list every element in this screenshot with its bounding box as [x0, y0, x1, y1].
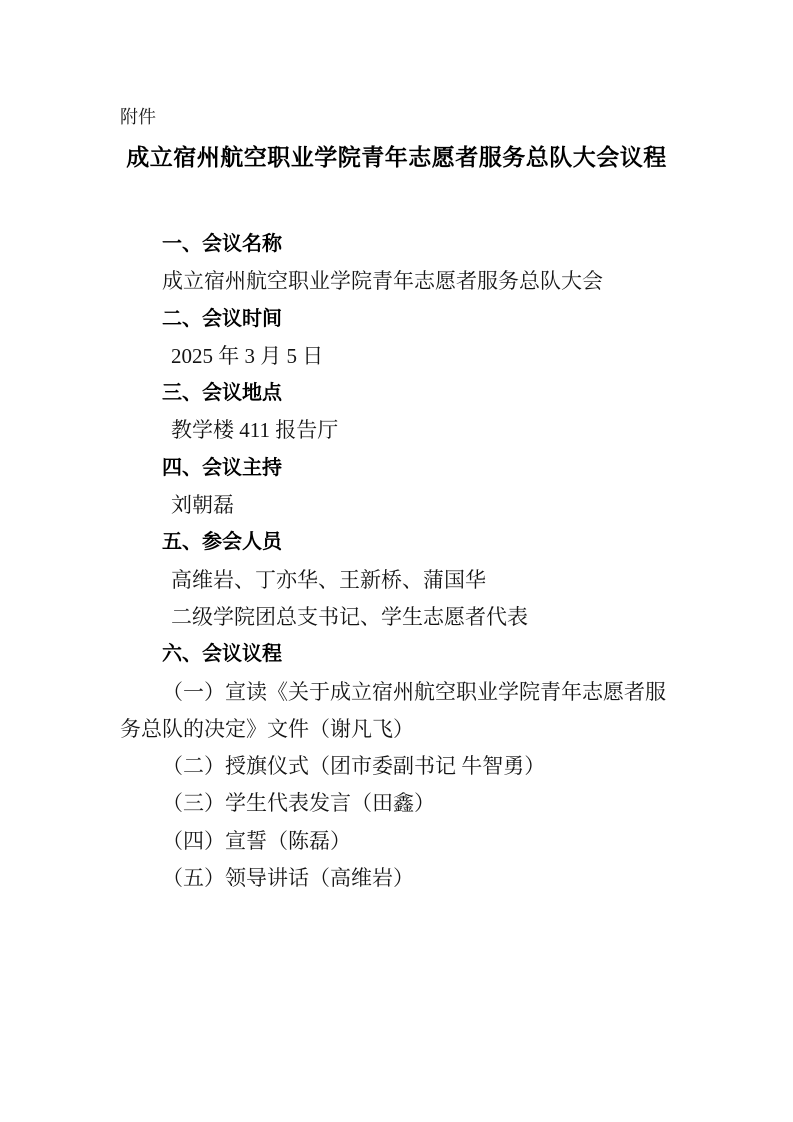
page-title: 成立宿州航空职业学院青年志愿者服务总队大会议程 — [126, 145, 667, 170]
meeting-host-line: 刘朝磊 — [171, 493, 234, 518]
attachment-label: 附件 — [120, 107, 156, 127]
agenda-item-1: （一）宣读《关于成立宿州航空职业学院青年志愿者服务总队的决定》文件（谢凡飞） — [120, 679, 666, 741]
meeting-location-line: 教学楼 411 报告厅 — [171, 418, 339, 443]
agenda-item-4: （四）宣誓（陈磊） — [162, 828, 351, 853]
document-body — [120, 226, 673, 897]
section-heading-meeting-host: 四、会议主持 — [162, 456, 282, 479]
section-attendees — [120, 524, 673, 636]
section-heading-agenda: 六、会议议程 — [162, 643, 282, 666]
agenda-item-5: （五）领导讲话（高维岩） — [162, 866, 414, 891]
section-heading-meeting-name: 一、会议名称 — [162, 233, 282, 255]
meeting-name-line: 成立宿州航空职业学院青年志愿者服务总队大会 — [162, 269, 603, 294]
section-heading-attendees: 五、参会人员 — [162, 531, 282, 554]
section-meeting-location — [120, 375, 673, 450]
section-agenda — [120, 636, 673, 897]
agenda-item-2: （二）授旗仪式（团市委副书记 牛智勇） — [162, 754, 546, 779]
attendees-line-leaders: 高维岩、丁亦华、王新桥、蒲国华 — [171, 567, 486, 592]
section-meeting-time — [120, 301, 673, 376]
section-meeting-name — [120, 226, 673, 301]
section-heading-meeting-time: 二、会议时间 — [162, 307, 282, 330]
section-meeting-host — [120, 450, 673, 525]
agenda-item-3: （三）学生代表发言（田鑫） — [162, 791, 435, 816]
meeting-time-line: 2025 年 3 月 5 日 — [171, 343, 324, 368]
section-heading-meeting-location: 三、会议地点 — [162, 382, 282, 405]
attendees-line-representatives: 二级学院团总支书记、学生志愿者代表 — [171, 604, 528, 629]
